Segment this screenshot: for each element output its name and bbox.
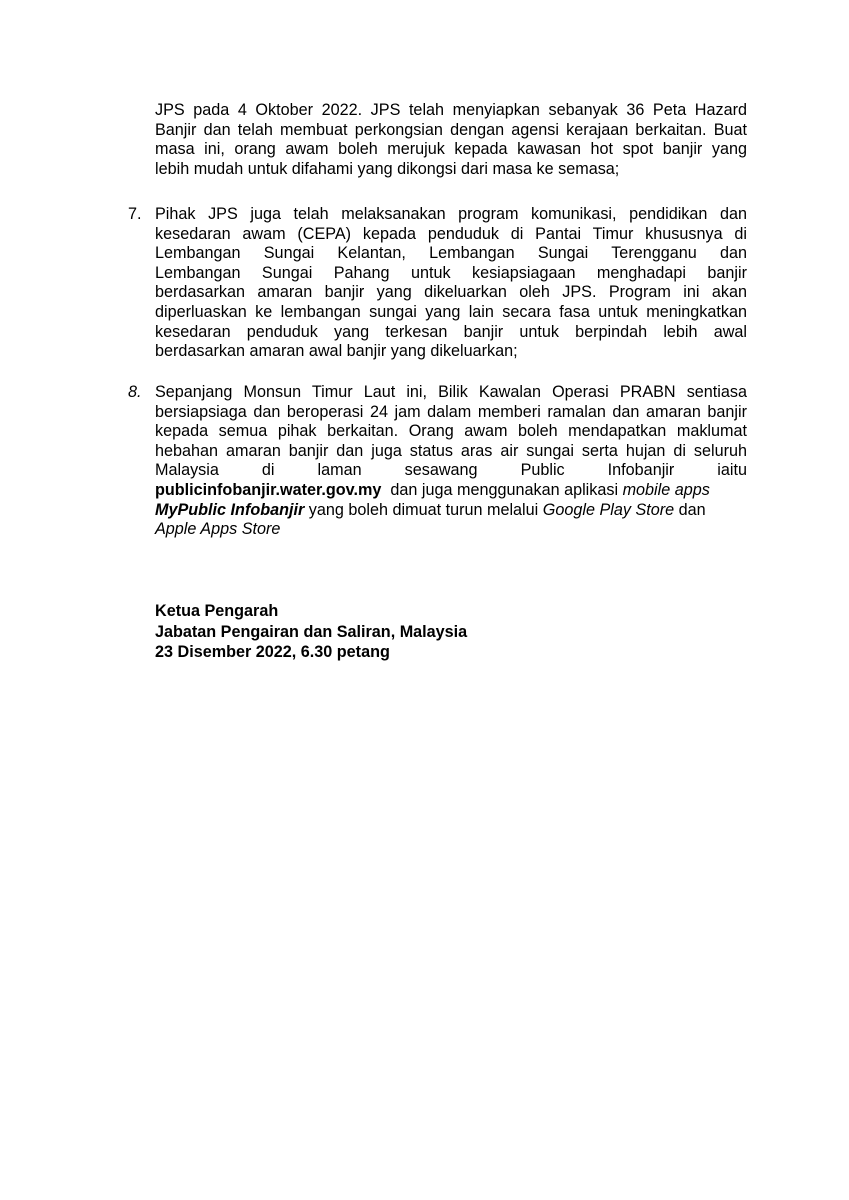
paragraph-line-7 [155,501,747,521]
paragraph-line: Pihak JPS juga telah melaksanakan program komunikasi, pendidikan dan [155,205,747,223]
paragraph-line: berdasarkan amaran awal banjir yang dikeluarkan; [155,342,518,361]
paragraph-line: kesedaran awam (CEPA) kepada penduduk di Pantai Timur khususnya di [155,224,747,243]
italic-text: Apple Apps Store [155,520,281,539]
paragraph-7-number: 7. [128,205,142,223]
paragraph-8 [155,383,747,540]
italic-text: mobile apps [622,480,710,499]
signature-title: Ketua Pengarah [155,602,279,620]
paragraph-line: Malaysia di laman sesawang Public Infobanjir iaitu [155,461,747,480]
paragraph-line: hebahan amaran banjir dan juga status aras air sungai serta hujan di seluruh [155,441,747,460]
signature-date: 23 Disember 2022, 6.30 petang [155,643,390,661]
website-url[interactable]: publicinfobanjir.water.gov.my [155,480,382,499]
paragraph-line-8 [155,520,747,540]
paragraph-8-number: 8. [128,383,142,401]
paragraph-line: Lembangan Sungai Kelantan, Lembangan Sungai Terengganu dan [155,244,747,263]
paragraph-line: Lembangan Sungai Pahang untuk kesiapsiagaan menghadapi banjir [155,263,747,282]
paragraph-line: berdasarkan amaran banjir yang dikeluarkan oleh JPS. Program ini akan [155,283,747,302]
paragraph-line: lebih mudah untuk difahami yang dikongsi dari masa ke semasa; [155,159,620,178]
paragraph-7 [155,205,747,362]
paragraph-line: kesedaran penduduk yang terkesan banjir untuk berpindah lebih awal [155,322,747,341]
text-segment: dan juga menggunakan aplikasi [381,480,623,499]
text-segment: dan [674,500,706,519]
signature-block [155,601,467,663]
paragraph-line: kepada semua pihak berkaitan. Orang awam boleh mendapatkan maklumat [155,422,747,441]
paragraph-line: Banjir dan telah membuat perkongsian dengan agensi kerajaan berkaitan. Buat [155,120,747,139]
paragraph-line: JPS pada 4 Oktober 2022. JPS telah menyiapkan sebanyak 36 Peta Hazard [155,101,747,119]
paragraph-line: masa ini, orang awam boleh merujuk kepada kawasan hot spot banjir yang [155,140,747,159]
app-name: MyPublic Infobanjir [155,500,305,519]
paragraph-line: bersiapsiaga dan beroperasi 24 jam dalam memberi ramalan dan amaran banjir [155,402,747,421]
paragraph-line: Sepanjang Monsun Timur Laut ini, Bilik Kawalan Operasi PRABN sentiasa [155,383,747,401]
italic-text: Google Play Store [542,500,675,519]
signature-department: Jabatan Pengairan dan Saliran, Malaysia [155,622,468,641]
paragraph-line-6 [155,481,747,501]
text-segment: yang boleh dimuat turun melalui [304,500,543,519]
paragraph-6-continuation [155,101,747,179]
paragraph-line: diperluaskan ke lembangan sungai yang lain secara fasa untuk meningkatkan [155,302,747,321]
